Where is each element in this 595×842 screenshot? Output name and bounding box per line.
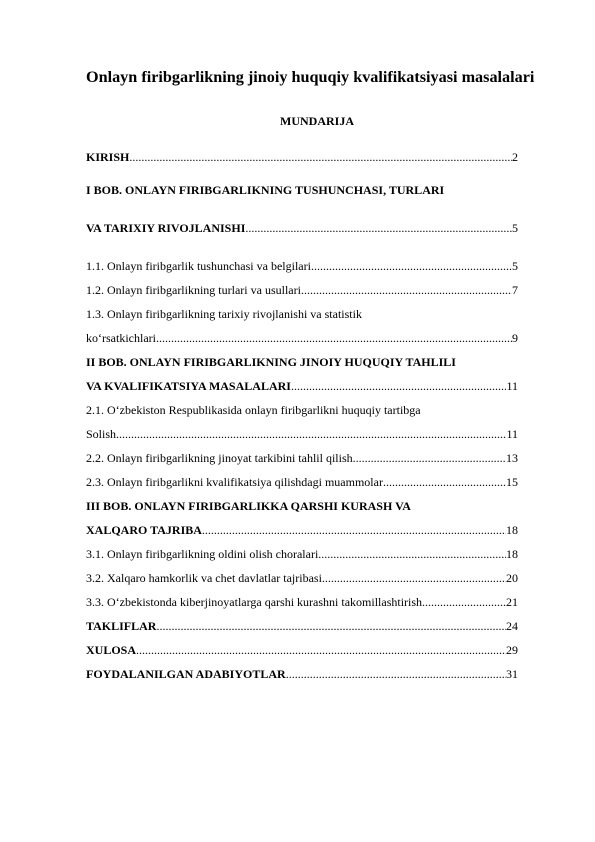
toc-entry-kirish: KIRISH ..... 2: [86, 149, 518, 165]
toc-chapter-2-title: II BOB. ONLAYN FIRIBGARLIKNING JINOIY HUQUQIY TAHLILI: [86, 355, 456, 369]
dot-leader: [383, 474, 506, 490]
page-number: 7: [512, 283, 518, 297]
toc-entry-xulosa: XULOSA ..... 29: [86, 642, 518, 658]
dot-leader: [156, 330, 512, 346]
toc-entry-1-2: 1.2. Onlayn firibgarlikning turlari va usullari ..... 7: [86, 282, 518, 298]
toc-entry-3-1: 3.1. Onlayn firibgarlikning oldini olish choralari ..... 18: [86, 546, 518, 562]
toc-chapter-1-title: I BOB. ONLAYN FIRIBGARLIKNING TUSHUNCHASI, TURLARI: [86, 183, 445, 197]
dot-leader: [116, 426, 506, 442]
toc-entry-3-3: 3.3. O‘zbekistonda kiberjinoyatlarga qarshi kurashni takomillashtirish ..... 21: [86, 594, 518, 610]
toc-entry-1-1: 1.1. Onlayn firibgarlik tushunchasi va belgilari ..... 5: [86, 258, 518, 274]
page-number: 5: [512, 259, 518, 273]
page-number: 18: [506, 547, 518, 561]
dot-leader: [353, 450, 506, 466]
page-number: 9: [512, 331, 518, 345]
dot-leader: [322, 570, 506, 586]
toc-chapter-2-entry: VA KVALIFIKATSIYA MASALALARI ..... 11: [86, 378, 518, 394]
toc-entry-2-2: 2.2. Onlayn firibgarlikning jinoyat tarkibini tahlil qilish ..... 13: [86, 450, 518, 466]
page-number: 11: [506, 427, 518, 441]
dot-leader: [422, 594, 506, 610]
toc-entry-2-3: 2.3. Onlayn firibgarlikni kvalifikatsiya qilishdagi muammolar ..... 15: [86, 474, 518, 490]
dot-leader: [156, 618, 506, 634]
dot-leader: [318, 546, 506, 562]
page-number: 29: [506, 643, 518, 657]
page-number: 2: [512, 150, 518, 164]
toc-entry-2-1: Solish ..... 11: [86, 426, 518, 442]
page-number: 11: [506, 379, 518, 393]
page-number: 13: [506, 451, 518, 465]
toc-entry-2-1-line1: 2.1. O‘zbekiston Respublikasida onlayn firibgarlikni huquqiy tartibga: [86, 403, 421, 417]
toc-entry-1-3: ko‘rsatkichlari ..... 9: [86, 330, 518, 346]
page-number: 5: [512, 221, 518, 235]
page-number: 20: [506, 571, 518, 585]
dot-leader: [129, 149, 512, 165]
page-number: 21: [506, 595, 518, 609]
page-number: 18: [506, 523, 518, 537]
toc-chapter-3-entry: XALQARO TAJRIBA ..... 18: [86, 522, 518, 538]
toc-entry-1-3-line1: 1.3. Onlayn firibgarlikning tarixiy rivojlanishi va statistik: [86, 307, 362, 321]
dot-leader: [311, 258, 512, 274]
dot-leader: [291, 378, 506, 394]
toc-entry-adabiyotlar: FOYDALANILGAN ADABIYOTLAR ..... 31: [86, 666, 518, 682]
dot-leader: [136, 642, 506, 658]
dot-leader: [286, 666, 506, 682]
dot-leader: [245, 220, 512, 236]
page-number: 24: [506, 619, 518, 633]
toc-entry-3-2: 3.2. Xalqaro hamkorlik va chet davlatlar tajribasi ..... 20: [86, 570, 518, 586]
toc-chapter-3-title: III BOB. ONLAYN FIRIBGARLIKKA QARSHI KURASH VA: [86, 499, 411, 513]
dot-leader: [301, 282, 512, 298]
page-number: 31: [506, 667, 518, 681]
toc-heading: MUNDARIJA: [280, 114, 354, 128]
dot-leader: [202, 522, 506, 538]
toc-chapter-1-entry: VA TARIXIY RIVOJLANISHI ..... 5: [86, 220, 518, 236]
document-title: Onlayn firibgarlikning jinoiy huquqiy kvalifikatsiyasi masalalari: [86, 68, 535, 86]
page-number: 15: [506, 475, 518, 489]
toc-entry-takliflar: TAKLIFLAR ..... 24: [86, 618, 518, 634]
